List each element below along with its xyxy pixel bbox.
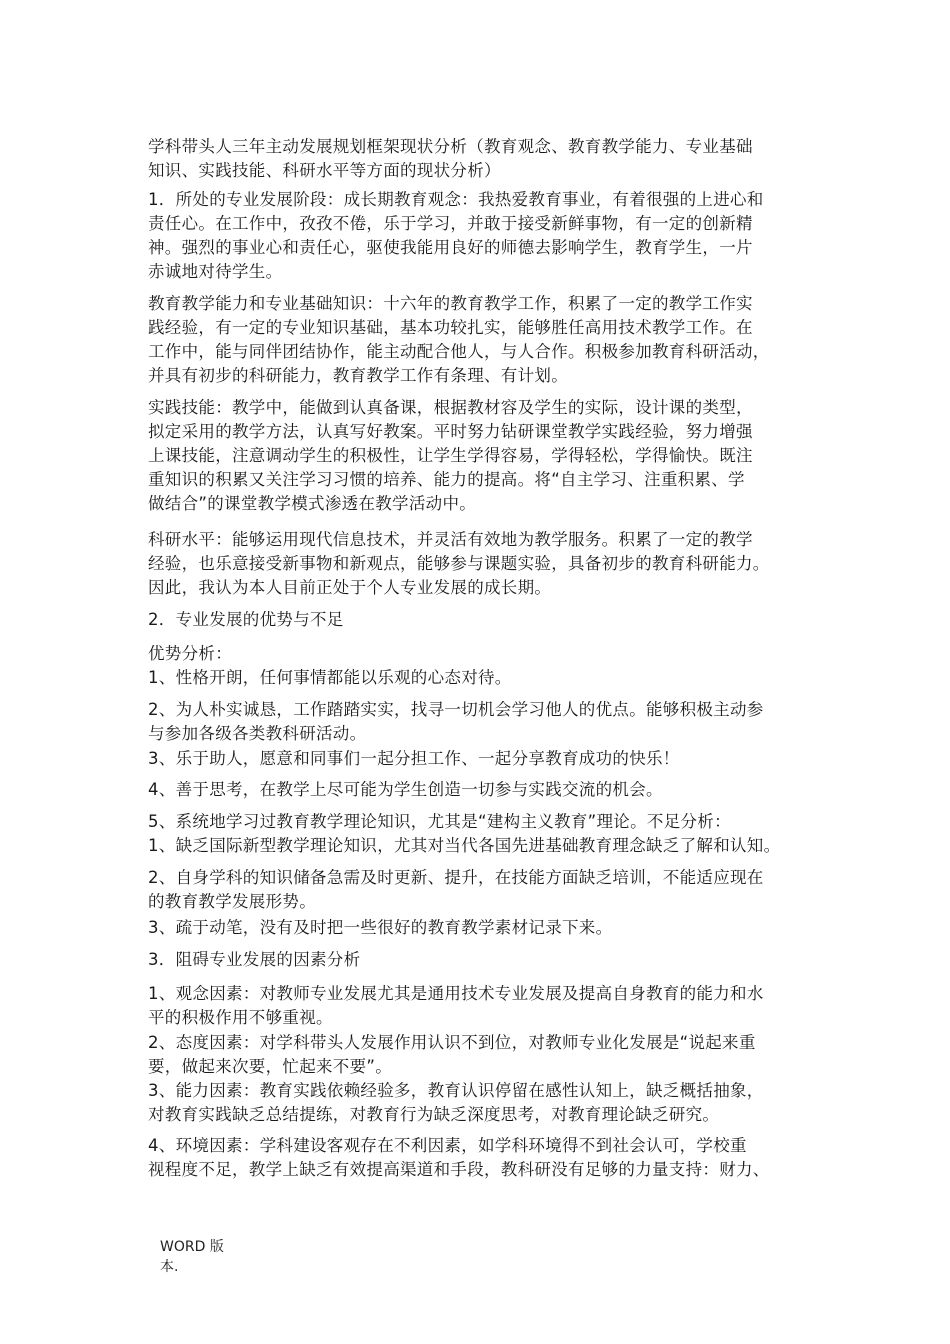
text-line: 1、性格开朗，任何事情都能以乐观的心态对待。: [148, 668, 512, 687]
text-line: 践经验，有一定的专业知识基础，基本功较扎实，能够胜任高用技术教学工作。在: [148, 318, 753, 337]
text-line: 赤诚地对待学生。: [148, 262, 283, 281]
text-line: 优势分析：: [148, 644, 232, 663]
text-line: 4、善于思考，在教学上尽可能为学生创造一切参与实践交流的机会。: [148, 780, 663, 799]
text-line: 上课技能，注意调动学生的积极性，让学生学得容易，学得轻松，学得愉快。既注: [148, 446, 753, 465]
text-line: 1．所处的专业发展阶段：成长期教育观念：我热爱教育事业，有着很强的上进心和: [148, 190, 764, 209]
text-line: 因此，我认为本人目前正处于个人专业发展的成长期。: [148, 578, 552, 597]
text-line: 要，做起来次要，忙起来不要”。: [148, 1057, 393, 1076]
text-line: 的教育教学发展形势。: [148, 892, 316, 911]
text-line: 5、系统地学习过教育教学理论知识，尤其是“建构主义教育”理论。不足分析：: [148, 812, 731, 831]
text-line: 责任心。在工作中，孜孜不倦，乐于学习，并敢于接受新鲜事物，有一定的创新精: [148, 214, 753, 233]
text-line: 3、乐于助人，愿意和同事们一起分担工作、一起分享教育成功的快乐！: [148, 749, 680, 768]
text-line: 3、能力因素：教育实践依赖经验多，教育认识停留在感性认知上，缺乏概括抽象，: [148, 1081, 764, 1100]
text-line: 与参加各级各类教科研活动。: [148, 724, 367, 743]
text-line: 工作中，能与同伴团结协作，能主动配合他人，与人合作。积极参加教育科研活动，: [148, 342, 770, 361]
text-line: 神。强烈的事业心和责任心，驱使我能用良好的师德去影响学生，教育学生，一片: [148, 238, 753, 257]
text-line: 知识、实践技能、科研水平等方面的现状分析）: [148, 161, 501, 180]
text-line: 视程度不足，教学上缺乏有效提高渠道和手段，教科研没有足够的力量支持：财力、: [148, 1160, 770, 1179]
text-line: 2、自身学科的知识储备急需及时更新、提升，在技能方面缺乏培训，不能适应现在: [148, 868, 764, 887]
text-line: 2、为人朴实诚恳，工作踏踏实实，找寻一切机会学习他人的优点。能够积极主动参: [148, 700, 764, 719]
text-line: 教育教学能力和专业基础知识：十六年的教育教学工作，积累了一定的教学工作实: [148, 294, 753, 313]
text-line: 2、态度因素：对学科带头人发展作用认识不到位，对教师专业化发展是“说起来重: [148, 1033, 756, 1052]
footer-label: WORD 版: [160, 1239, 224, 1255]
text-line: 科研水平：能够运用现代信息技术，并灵活有效地为教学服务。积累了一定的教学: [148, 530, 753, 549]
text-line: 平的积极作用不够重视。: [148, 1008, 333, 1027]
text-line: 1、缺乏国际新型教学理论知识，尤其对当代各国先进基础教育理念缺乏了解和认知。: [148, 836, 781, 855]
text-line: 3、疏于动笔，没有及时把一些很好的教育教学素材记录下来。: [148, 918, 613, 937]
text-line: 2．专业发展的优势与不足: [148, 610, 344, 629]
text-line: 并具有初步的科研能力，教育教学工作有条理、有计划。: [148, 366, 568, 385]
text-line: 做结合”的课堂教学模式渗透在教学活动中。: [148, 494, 477, 513]
text-line: 经验，也乐意接受新事物和新观点，能够参与课题实验，具备初步的教育科研能力。: [148, 554, 770, 573]
text-line: 4、环境因素：学科建设客观存在不利因素，如学科环境得不到社会认可，学校重: [148, 1136, 747, 1155]
text-line: 拟定采用的教学方法，认真写好教案。平时努力钻研课堂教学实践经验，努力增强: [148, 422, 753, 441]
text-line: 学科带头人三年主动发展规划框架现状分析（教育观念、教育教学能力、专业基础: [148, 137, 753, 156]
text-line: 对教育实践缺乏总结提练，对教育行为缺乏深度思考，对教育理论缺乏研究。: [148, 1105, 720, 1124]
text-line: 1、观念因素：对教师专业发展尤其是通用技术专业发展及提高自身教育的能力和水: [148, 984, 764, 1003]
text-line: 重知识的积累又关注学习习惯的培养、能力的提高。将“自主学习、注重积累、学: [148, 470, 745, 489]
text-line: 实践技能：教学中，能做到认真备课，根据教材容及学生的实际，设计课的类型，: [148, 398, 753, 417]
footer-label-cont: 本.: [160, 1259, 179, 1275]
text-line: 3．阻碍专业发展的因素分析: [148, 950, 361, 969]
